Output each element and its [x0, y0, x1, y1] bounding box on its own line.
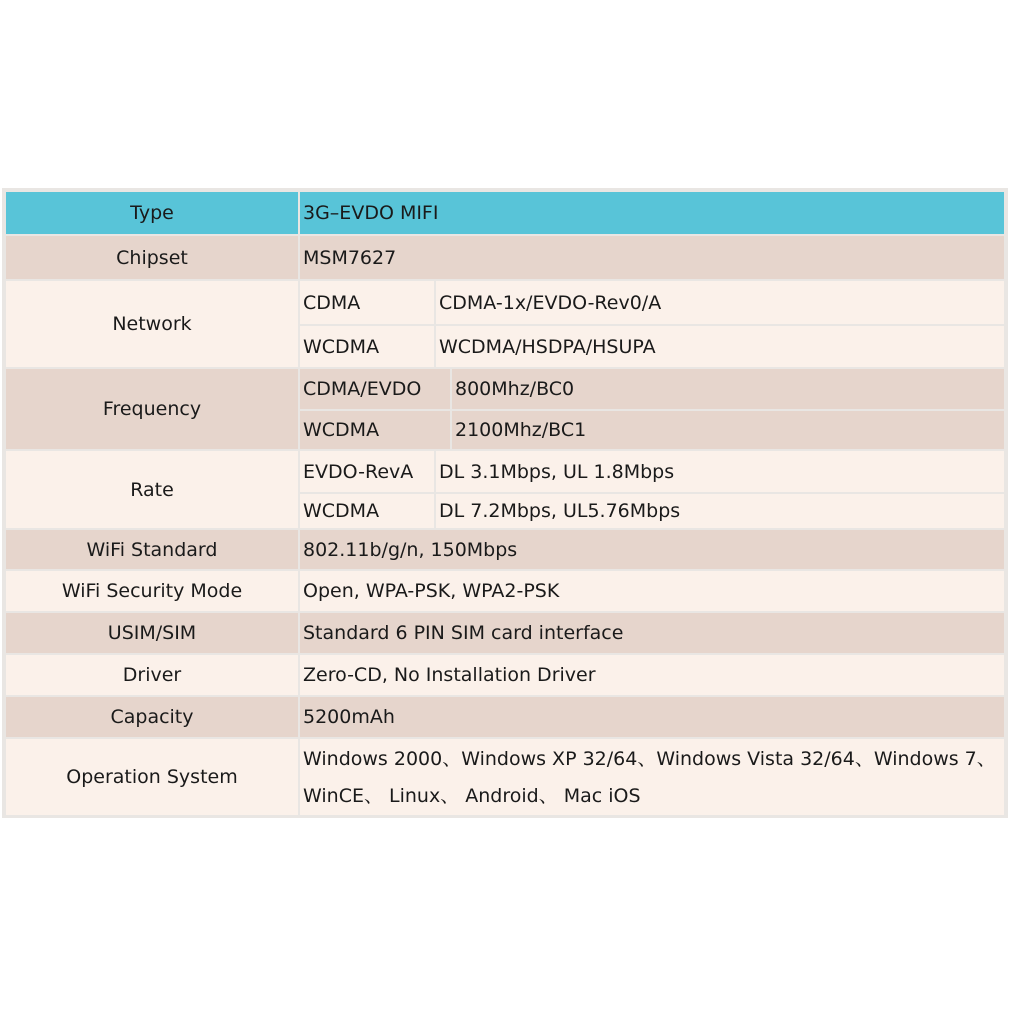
rate-label: Rate: [6, 451, 298, 528]
type-value: 3G–EVDO MIFI: [300, 192, 1004, 234]
wifi-standard-value: 802.11b/g/n, 150Mbps: [300, 530, 1004, 569]
rate-wcdma-value: DL 7.2Mbps, UL5.76Mbps: [436, 494, 1004, 528]
network-cdma-name: CDMA: [300, 281, 434, 324]
capacity-label: Capacity: [6, 697, 298, 737]
spec-table: [2, 188, 1008, 818]
frequency-cdma-name: CDMA/EVDO: [300, 369, 450, 409]
os-value-line-1: Windows 2000、Windows XP 32/64、Windows Vista 32/64、Windows 7、: [303, 748, 996, 770]
network-wcdma-value: WCDMA/HSDPA/HSUPA: [436, 326, 1004, 367]
chipset-label: Chipset: [6, 236, 298, 279]
wifi-security-label: WiFi Security Mode: [6, 571, 298, 611]
frequency-label: Frequency: [6, 369, 298, 449]
frequency-cdma-value: 800Mhz/BC0: [452, 369, 1004, 409]
wifi-security-value: Open, WPA-PSK, WPA2-PSK: [300, 571, 1004, 611]
network-wcdma-name: WCDMA: [300, 326, 434, 367]
network-cdma-value: CDMA-1x/EVDO-Rev0/A: [436, 281, 1004, 324]
type-label: Type: [6, 192, 298, 234]
os-value: [300, 739, 1004, 815]
driver-label: Driver: [6, 655, 298, 695]
os-label: Operation System: [6, 739, 298, 815]
network-label: Network: [6, 281, 298, 367]
driver-value: Zero-CD, No Installation Driver: [300, 655, 1004, 695]
wifi-standard-label: WiFi Standard: [6, 530, 298, 569]
usim-value: Standard 6 PIN SIM card interface: [300, 613, 1004, 653]
frequency-wcdma-name: WCDMA: [300, 411, 450, 449]
frequency-wcdma-value: 2100Mhz/BC1: [452, 411, 1004, 449]
chipset-value: MSM7627: [300, 236, 1004, 279]
rate-evdo-value: DL 3.1Mbps, UL 1.8Mbps: [436, 451, 1004, 492]
rate-wcdma-name: WCDMA: [300, 494, 434, 528]
usim-label: USIM/SIM: [6, 613, 298, 653]
capacity-value: 5200mAh: [300, 697, 1004, 737]
rate-evdo-name: EVDO-RevA: [300, 451, 434, 492]
os-value-line-2: WinCE、 Linux、 Android、 Mac iOS: [303, 785, 641, 807]
